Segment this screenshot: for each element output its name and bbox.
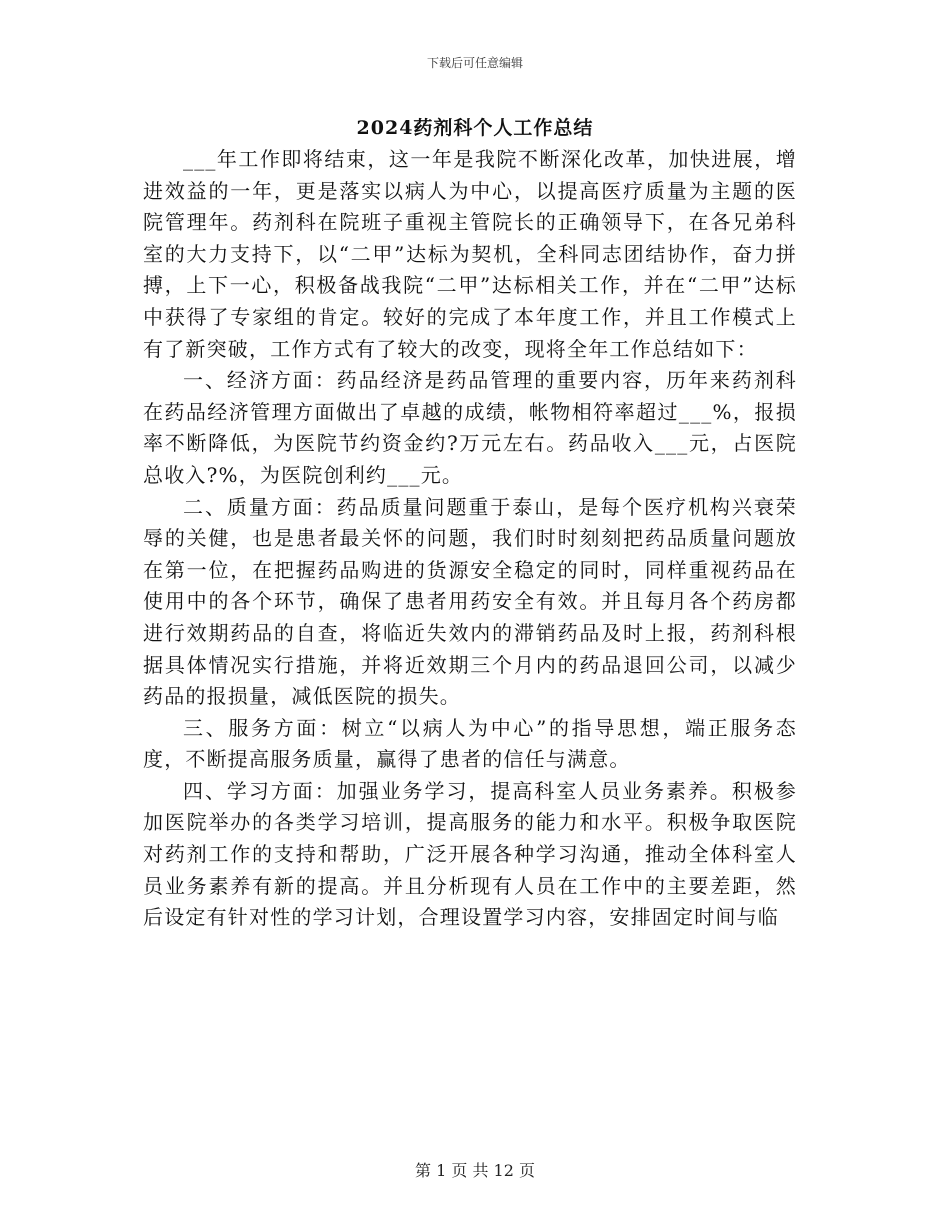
document-title: 2024药剂科个人工作总结 xyxy=(356,117,594,139)
header-note: 下载后可任意编辑 xyxy=(426,56,523,70)
document-body xyxy=(143,144,797,934)
quality-paragraph: 二、质量方面：药品质量问题重于泰山，是每个医疗机构兴衰荣辱的关健，也是患者最关怀的问题，我们时时刻刻把药品质量问题放在第一位，在把握药品购进的货源安全稳定的同时，同样重视药品在使用中的各个环节，确保了患者用药安全有效。并且每月各个药房都进行效期药品的自查，将临近失效内的滞销药品及时上报，药剂科根据具体情况实行措施，并将近效期三个月内的药品退回公司，以减少药品的报损量，减低医院的损失。 xyxy=(143,494,797,709)
page-footer: 第 1 页 共 12 页 xyxy=(415,1161,535,1180)
service-paragraph: 三、服务方面：树立“以病人为中心”的指导思想，端正服务态度，不断提高服务质量，赢得了患者的信任与满意。 xyxy=(143,715,797,772)
economy-paragraph: 一、经济方面：药品经济是药品管理的重要内容，历年来药剂科在药品经济管理方面做出了卓越的成绩，帐物相符率超过___%，报损率不断降低，为医院节约资金约?万元左右。药品收入___元，占医院总收入?%，为医院创利约___元。 xyxy=(143,368,797,487)
study-paragraph: 四、学习方面：加强业务学习，提高科室人员业务素养。积极参加医院举办的各类学习培训，提高服务的能力和水平。积极争取医院对药剂工作的支持和帮助，广泛开展各种学习沟通，推动全体科室人员业务素养有新的提高。并且分析现有人员在工作中的主要差距，然后设定有针对性的学习计划，合理设置学习内容，安排固定时间与临 xyxy=(143,778,797,930)
intro-paragraph: ___年工作即将结束，这一年是我院不断深化改革，加快进展，增进效益的一年，更是落实以病人为中心，以提高医疗质量为主题的医院管理年。药剂科在院班子重视主管院长的正确领导下，在各兄弟科室的大力支持下，以“二甲”达标为契机，全科同志团结协作，奋力拼搏，上下一心，积极备战我院“二甲”达标相关工作，并在“二甲”达标中获得了专家组的肯定。较好的完成了本年度工作，并且工作模式上有了新突破，工作方式有了较大的改变，现将全年工作总结如下： xyxy=(143,147,797,361)
